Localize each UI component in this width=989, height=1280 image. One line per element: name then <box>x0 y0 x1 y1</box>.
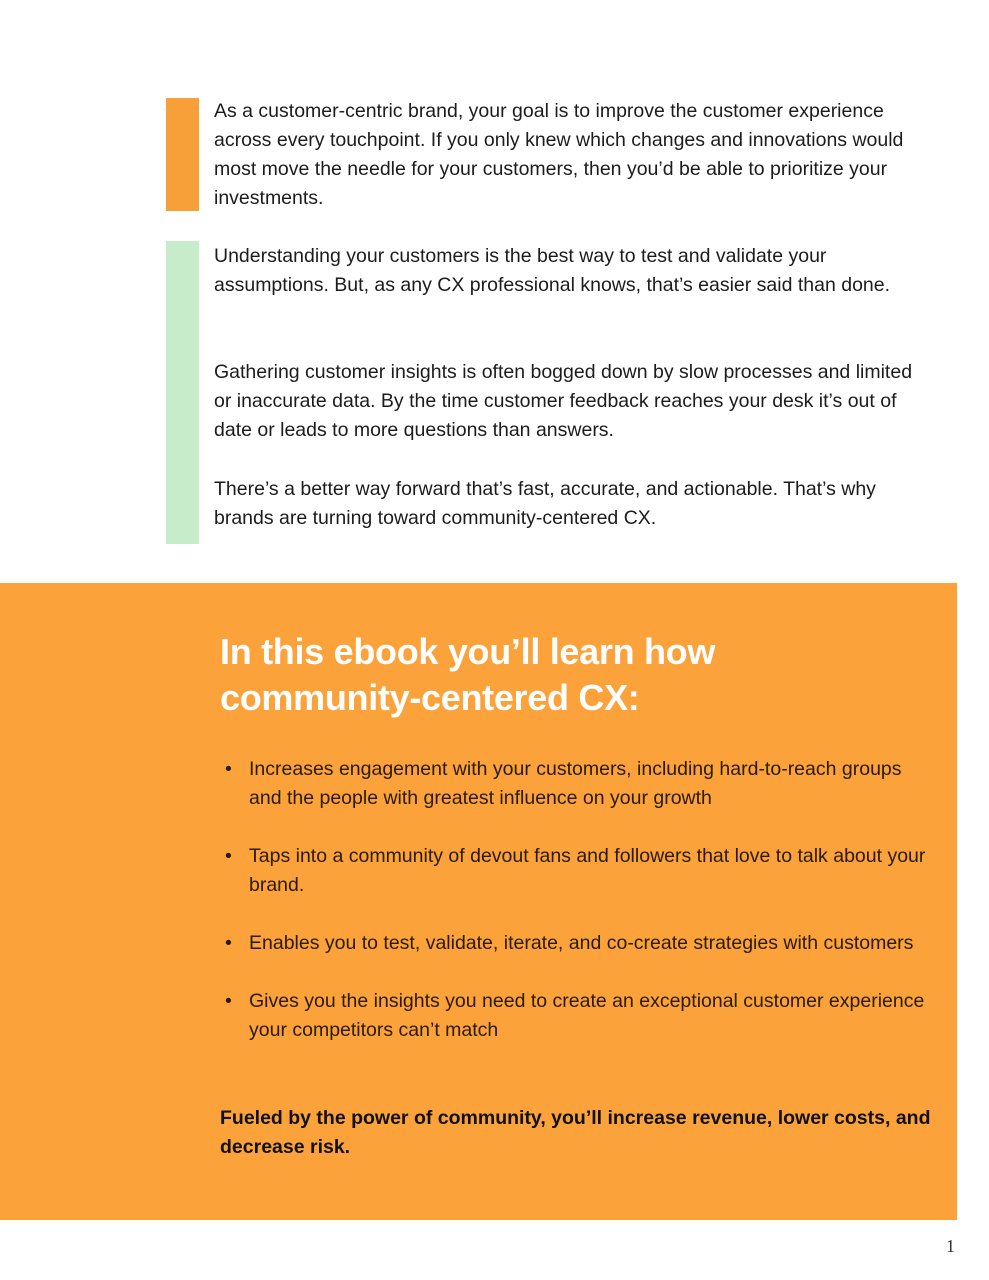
bullet-text: Gives you the insights you need to create an exceptional customer experience your competitors can’t match <box>249 990 925 1041</box>
banner-title: In this ebook you’ll learn how community-centered CX: <box>220 631 716 718</box>
bullet-dot-icon: • <box>225 845 232 867</box>
green-accent-bar <box>166 241 199 544</box>
learn-bullet-list <box>220 755 930 1074</box>
orange-accent-bar <box>166 98 199 211</box>
bullet-dot-icon: • <box>225 990 232 1012</box>
list-item <box>220 929 930 958</box>
bullet-dot-icon: • <box>225 758 232 780</box>
bullet-text: Taps into a community of devout fans and followers that love to talk about your brand. <box>249 845 926 896</box>
page-number: 1 <box>946 1236 955 1256</box>
intro-paragraph-3: Gathering customer insights is often bogged down by slow processes and limited or inaccurate data. By the time customer feedback reaches your desk it’s out of date or leads to more questions than answers. <box>214 361 913 441</box>
bullet-dot-icon: • <box>225 932 232 954</box>
bullet-text: Increases engagement with your customers, including hard-to-reach groups and the people with greatest influence on your growth <box>249 758 902 809</box>
list-item <box>220 842 930 900</box>
intro-paragraph-4: There’s a better way forward that’s fast, accurate, and actionable. That’s why brands are turning toward community-centered CX. <box>214 478 876 529</box>
intro-paragraph-1: As a customer-centric brand, your goal is to improve the customer experience across every touchpoint. If you only knew which changes and innovations would most move the needle for your customers, then you’d be able to prioritize your investments. <box>214 100 904 209</box>
list-item <box>220 755 930 813</box>
list-item <box>220 987 930 1045</box>
closing-statement: Fueled by the power of community, you’ll increase revenue, lower costs, and decrease risk. <box>220 1107 931 1158</box>
bullet-text: Enables you to test, validate, iterate, and co-create strategies with customers <box>249 932 914 954</box>
intro-paragraph-2: Understanding your customers is the best way to test and validate your assumptions. But, as any CX professional knows, that’s easier said than done. <box>214 245 891 296</box>
